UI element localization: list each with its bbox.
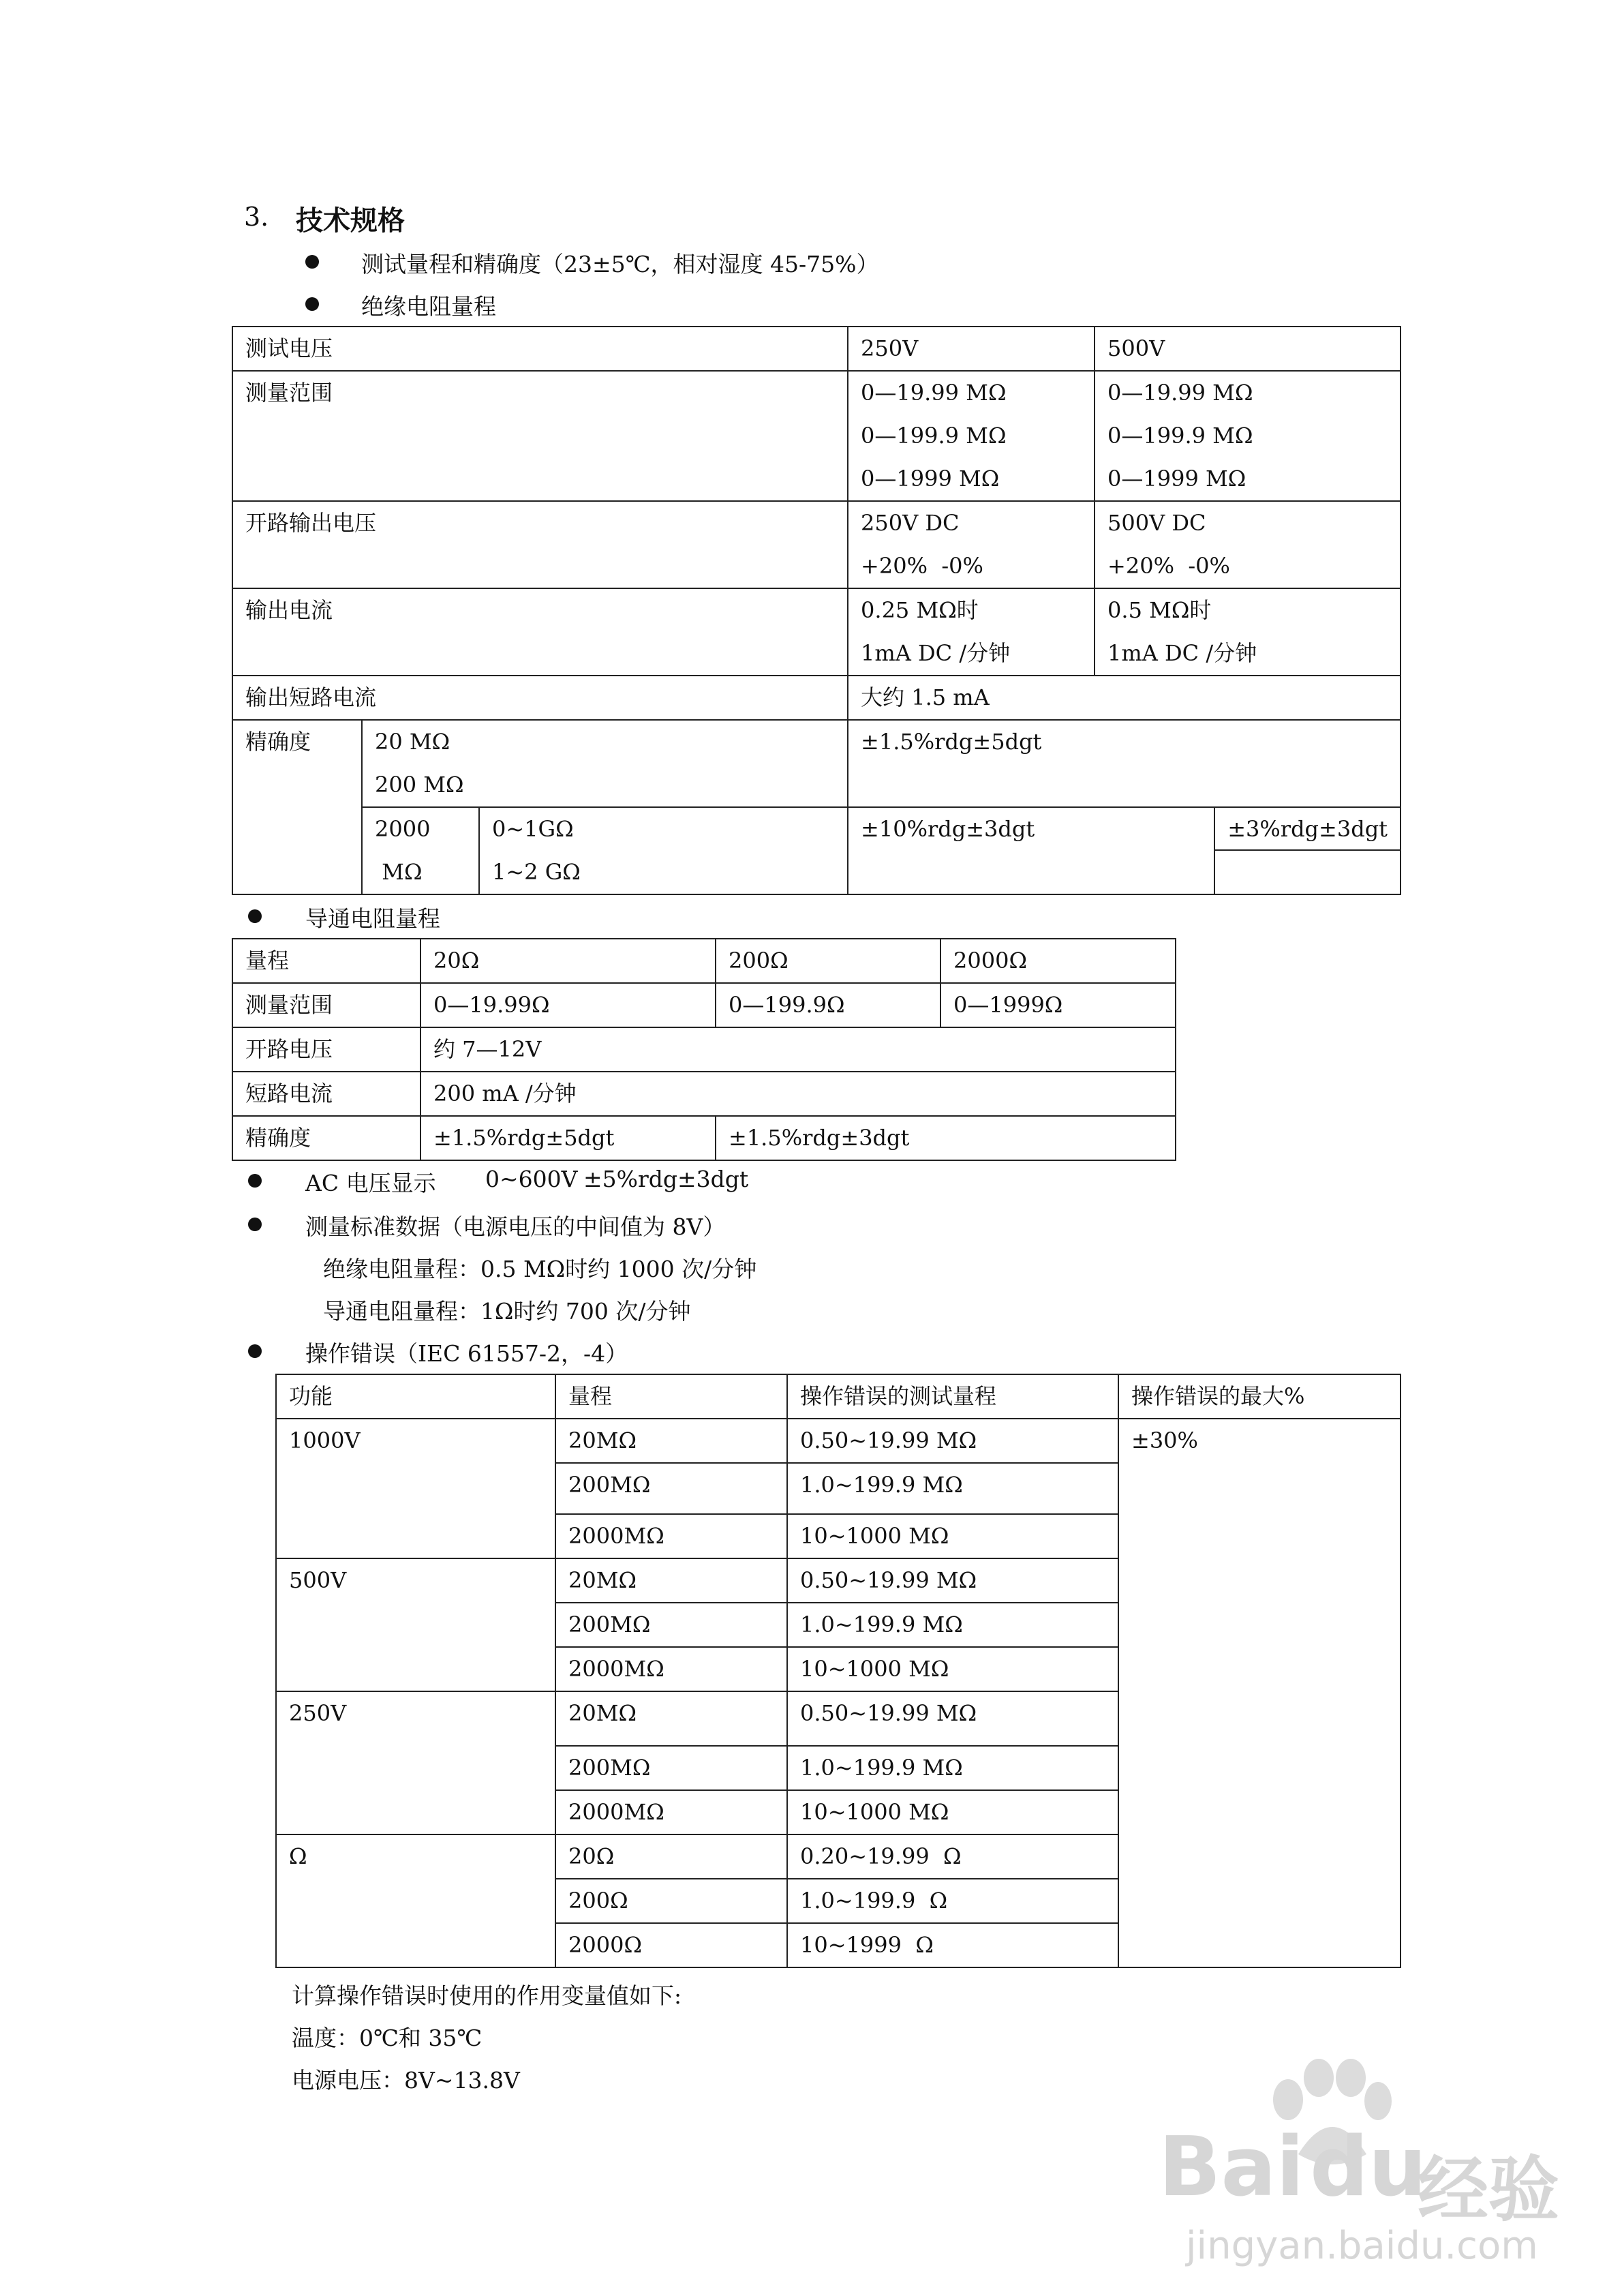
cell-value: ±1.5%rdg±3dgt [716,1116,1176,1160]
header-range: 量程 [555,1374,787,1419]
table-row [232,371,1401,501]
accuracy-range: 200 MΩ [375,772,464,798]
test-range-cell: 10~1999 Ω [787,1923,1118,1967]
header-test-range: 操作错误的测试量程 [787,1374,1118,1419]
test-range-cell: 1.0~199.9 MΩ [787,1603,1118,1647]
accuracy-2000-value1: ±10%rdg±3dgt [861,816,1035,842]
cell-250v: 250V [861,335,919,361]
watermark-url: jingyan.baidu.com [1186,2224,1538,2268]
range-cell: 20MΩ [555,1691,787,1746]
table-row [276,1374,1401,1419]
cell-label: 输出电流 [245,597,333,623]
cell-500v: 500V [1107,335,1165,361]
ac-range: 0~600V [485,1166,578,1192]
range-cell: 20MΩ [555,1419,787,1463]
table-row [232,1116,1176,1160]
bullet-dot [305,297,319,311]
standard-bullet: 测量标准数据（电源电压的中间值为 8V） [305,1213,726,1240]
cell-value: 200 mA /分钟 [420,1072,1176,1116]
test-range-cell: 10~1000 MΩ [787,1790,1118,1834]
range-250: 0—199.9 MΩ [861,423,1007,449]
section-number: 3. [244,202,269,232]
table-row [232,939,1176,983]
bullet-dot [248,1344,262,1358]
cell-label: 输出短路电流 [245,684,377,710]
short-current-value: 大约 1.5 mA [861,684,990,710]
table-row [276,1419,1401,1463]
cell-label: 测量范围 [245,380,333,406]
func-cell: 500V [276,1558,555,1691]
current-500: 0.5 MΩ时 [1107,597,1212,623]
func-cell: 250V [276,1691,555,1834]
accuracy-2000-range: 0~1GΩ [492,816,574,842]
test-range-cell: 0.50~19.99 MΩ [787,1419,1118,1463]
accuracy-value: ±1.5%rdg±5dgt [861,729,1042,755]
cell-value: 0—199.9Ω [716,983,940,1027]
open-500: +20% -0% [1107,553,1230,579]
cell-value: 0—19.99Ω [420,983,716,1027]
accuracy-2000-label: MΩ [375,859,423,885]
bullet-dot [248,909,262,923]
cell-200: 200Ω [716,939,940,983]
table-row [232,807,1401,894]
test-range-cell: 1.0~199.9 Ω [787,1879,1118,1923]
test-range-cell: 0.20~19.99 Ω [787,1834,1118,1879]
range-500: 0—1999 MΩ [1107,466,1246,492]
cell-label: 精确度 [245,729,311,755]
header-max: 操作错误的最大% [1118,1374,1401,1419]
cell-2000: 2000Ω [940,939,1176,983]
test-range-cell: 0.50~19.99 MΩ [787,1691,1118,1746]
current-250: 1mA DC /分钟 [861,640,1011,666]
range-cell: 2000MΩ [555,1514,787,1558]
range-cell: 200MΩ [555,1603,787,1647]
section-title: 技术规格 [296,205,405,237]
range-cell: 20Ω [555,1834,787,1879]
note-line: 电源电压：8V~13.8V [292,2067,520,2094]
test-range-cell: 0.50~19.99 MΩ [787,1558,1118,1603]
table-row [232,588,1401,676]
bullet-test-range: 测试量程和精确度（23±5℃，相对湿度 45-75%） [361,251,879,277]
error-bullet: 操作错误（IEC 61557-2，-4） [305,1340,628,1367]
table-row [232,983,1176,1027]
continuity-table [232,938,1176,1161]
range-cell: 200MΩ [555,1746,787,1790]
table-row [232,501,1401,588]
range-500: 0—199.9 MΩ [1107,423,1253,449]
table-row [232,676,1401,720]
test-range-cell: 10~1000 MΩ [787,1647,1118,1691]
max-cell: ±30% [1118,1419,1401,1967]
range-cell: 2000MΩ [555,1790,787,1834]
cell-20: 20Ω [420,939,716,983]
current-500: 1mA DC /分钟 [1107,640,1257,666]
cell-label: 测量范围 [232,983,420,1027]
bullet-dot [248,1174,262,1188]
note-line: 温度：0℃和 35℃ [292,2025,483,2051]
cell-value: ±1.5%rdg±5dgt [420,1116,716,1160]
range-250: 0—19.99 MΩ [861,380,1007,406]
cell-label: 测试电压 [245,335,333,361]
header-function: 功能 [276,1374,555,1419]
accuracy-2000-range: 1~2 GΩ [492,859,581,885]
ac-accuracy: ±5%rdg±3dgt [583,1166,749,1192]
cell-label: 精确度 [232,1116,420,1160]
bullet-continuity: 导通电阻量程 [305,905,440,932]
range-250: 0—1999 MΩ [861,466,1000,492]
bullet-insulation: 绝缘电阻量程 [361,293,496,320]
bullet-dot [305,255,319,269]
ac-label: AC 电压显示 [305,1170,436,1196]
table-row [232,1072,1176,1116]
open-500: 500V DC [1107,510,1206,536]
accuracy-2000-value2: ±3%rdg±3dgt [1227,816,1388,842]
insulation-table [232,326,1401,895]
cell-label: 开路输出电压 [245,510,377,536]
range-cell: 2000Ω [555,1923,787,1967]
cell-value: 0—1999Ω [940,983,1176,1027]
range-cell: 200Ω [555,1879,787,1923]
open-250: 250V DC [861,510,960,536]
table-row [232,1027,1176,1072]
range-500: 0—19.99 MΩ [1107,380,1253,406]
test-range-cell: 1.0~199.9 MΩ [787,1463,1118,1514]
range-cell: 2000MΩ [555,1647,787,1691]
bullet-dot [248,1218,262,1231]
cell-value: 约 7—12V [420,1027,1176,1072]
table-row [232,327,1401,371]
accuracy-2000-label: 2000 [375,816,431,842]
watermark-brand: Bai [1159,2120,1304,2215]
range-cell: 200MΩ [555,1463,787,1514]
test-range-cell: 10~1000 MΩ [787,1514,1118,1558]
watermark-brand2: du [1310,2120,1427,2215]
note-line: 计算操作错误时使用的作用变量值如下: [292,1982,682,2009]
cell-label: 开路电压 [232,1027,420,1072]
error-table [275,1374,1401,1968]
open-250: +20% -0% [861,553,983,579]
current-250: 0.25 MΩ时 [861,597,979,623]
cell-label: 短路电流 [232,1072,420,1116]
range-cell: 20MΩ [555,1558,787,1603]
func-cell: 1000V [276,1419,555,1558]
watermark-jingyan: 经验 [1418,2148,1560,2231]
accuracy-range: 20 MΩ [375,729,450,755]
table-row [232,720,1401,807]
func-cell: Ω [276,1834,555,1967]
standard-line: 导通电阻量程：1Ω时约 700 次/分钟 [323,1298,691,1325]
test-range-cell: 1.0~199.9 MΩ [787,1746,1118,1790]
cell-label: 量程 [232,939,420,983]
standard-line: 绝缘电阻量程：0.5 MΩ时约 1000 次/分钟 [323,1256,757,1282]
